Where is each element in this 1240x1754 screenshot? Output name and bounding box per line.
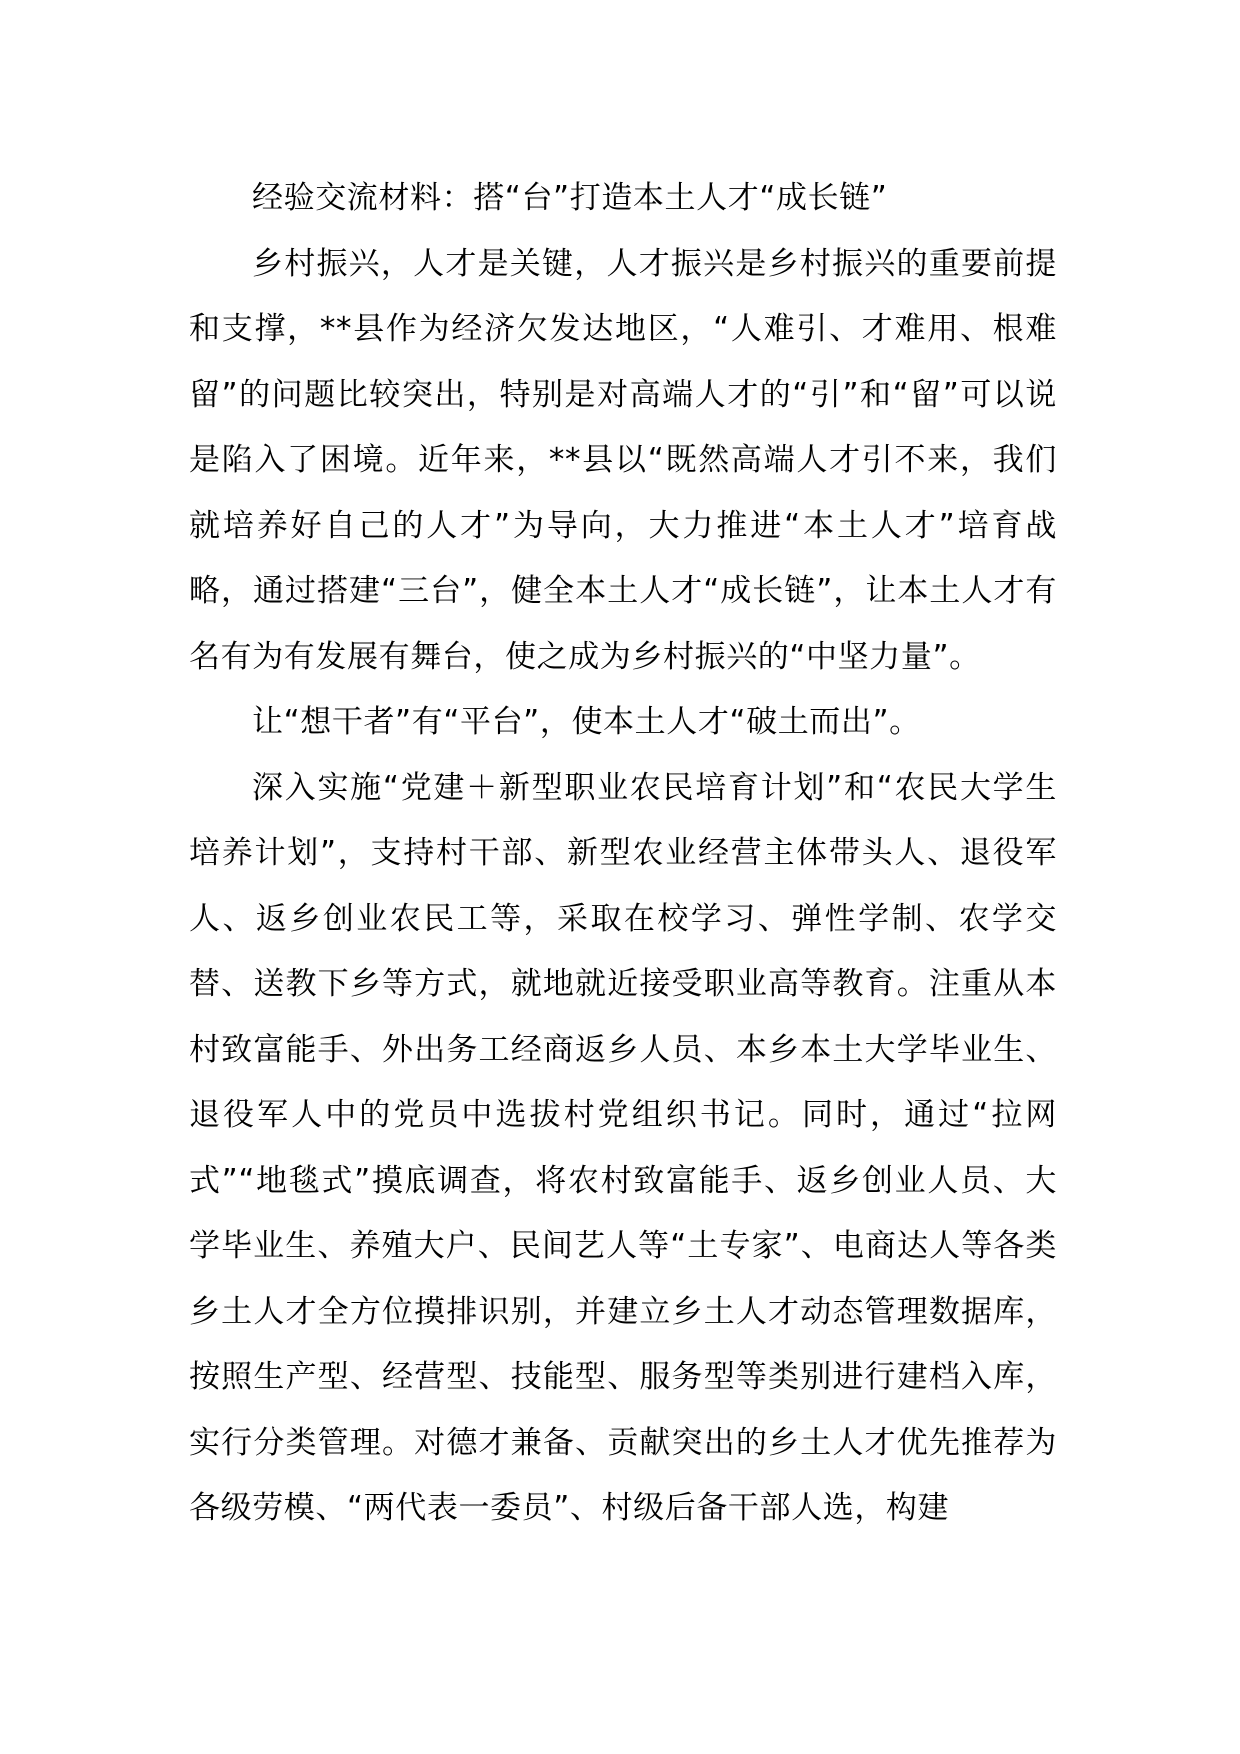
paragraph-intro: 乡村振兴，人才是关键，人才振兴是乡村振兴的重要前提和支撑，**县作为经济欠发达地区，“人难引、才难用、根难留”的问题比较突出，特别是对高端人才的“引”和“留”可以说是陷入了困境。近年来，**县以“既然高端人才引不来，我们就培养好自己的人才”为导向，大力推进“本土人才”培育战略，通过搭建“三台”，健全本土人才“成长链”，让本土人才有名有为有发展有舞台，使之成为乡村振兴的“中坚力量”。 [189,245,1057,675]
paragraph-heading-platform: 让“想干者”有“平台”，使本土人才“破土而出”。 [252,704,921,740]
document-title: 经验交流材料：搭“台”打造本土人才“成长链” [252,180,888,216]
document-body [189,166,1057,1542]
paragraph-training-plan: 深入实施“党建＋新型职业农民培育计划”和“农民大学生培养计划”，支持村干部、新型农业经营主体带头人、退役军人、返乡创业农民工等，采取在校学习、弹性学制、农学交替、送教下乡等方式，就地就近接受职业高等教育。注重从本村致富能手、外出务工经商返乡人员、本乡本土大学毕业生、退役军人中的党员中选拔村党组织书记。同时，通过“拉网式”“地毯式”摸底调查，将农村致富能手、返乡创业人员、大学毕业生、养殖大户、民间艺人等“土专家”、电商达人等各类乡土人才全方位摸排识别，并建立乡土人才动态管理数据库，按照生产型、经营型、技能型、服务型等类别进行建档入库，实行分类管理。对德才兼备、贡献突出的乡土人才优先推荐为各级劳模、“两代表一委员”、村级后备干部人选，构建 [189,769,1057,1526]
